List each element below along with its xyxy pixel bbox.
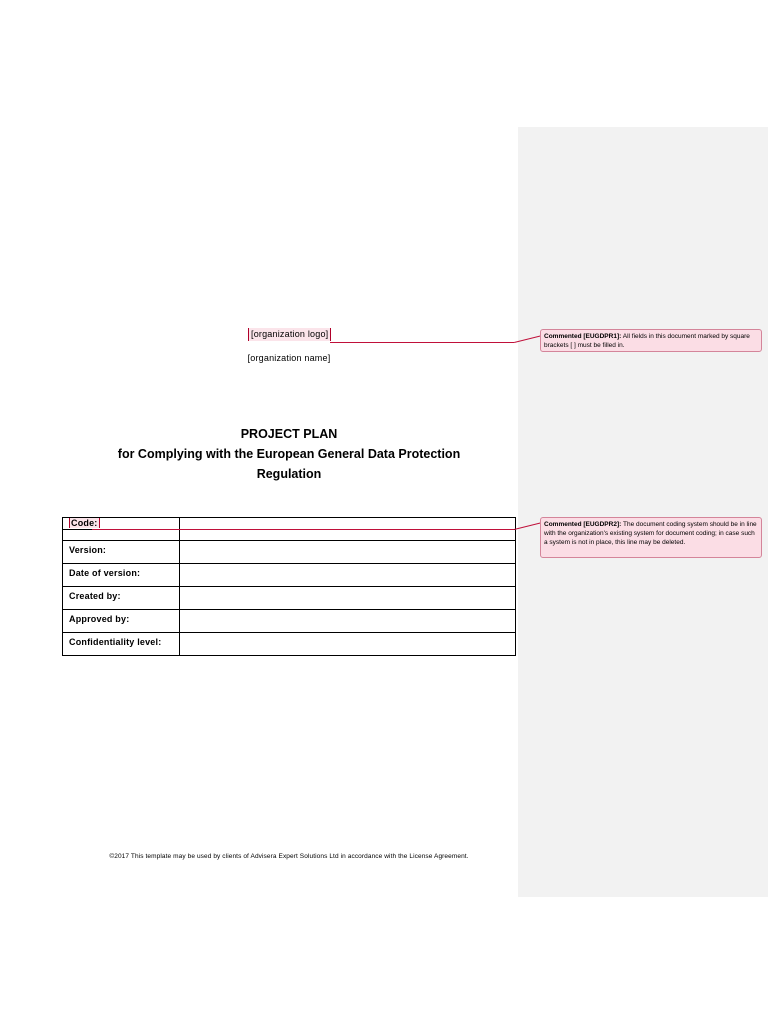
comment-1-connector <box>330 342 514 343</box>
table-row-approved-by <box>63 610 516 633</box>
approved-by-label: Approved by: <box>63 610 180 633</box>
title-line-3: Regulation <box>256 467 322 481</box>
code-sub-value-cell[interactable] <box>180 530 516 541</box>
table-row-version <box>63 541 516 564</box>
comment-eugdpr2-body: The document coding system should be in line with the organization's existing system for document coding; in case such a system is not in place, this line may be deleted. <box>544 521 757 546</box>
organization-logo-field[interactable]: [organization logo] <box>248 328 331 341</box>
code-label[interactable]: Code: <box>71 518 98 528</box>
table-row-confidentiality-level <box>63 633 516 656</box>
code-label-cell <box>63 518 180 530</box>
comment-2-connector <box>92 529 514 530</box>
confidentiality-level-label: Confidentiality level: <box>63 633 180 656</box>
document-metadata-table <box>62 517 516 656</box>
title-line-1: PROJECT PLAN <box>240 427 338 441</box>
code-sub-label-cell <box>63 530 180 541</box>
table-row-date-of-version <box>63 564 516 587</box>
comment-eugdpr1-header: Commented [EUGDPR1]: <box>544 333 622 340</box>
date-of-version-label: Date of version: <box>63 564 180 587</box>
version-value-cell[interactable] <box>180 541 516 564</box>
comment-eugdpr2[interactable] <box>540 517 762 558</box>
title-line-2: for Complying with the European General Data Protection <box>117 447 461 461</box>
code-value-cell[interactable] <box>180 518 516 530</box>
comment-eugdpr1-body: All fields in this document marked by square brackets [ ] must be filled in. <box>544 333 750 349</box>
approved-by-value-cell[interactable] <box>180 610 516 633</box>
confidentiality-level-value-cell[interactable] <box>180 633 516 656</box>
version-label: Version: <box>63 541 180 564</box>
organization-name-field[interactable]: [organization name] <box>247 353 331 363</box>
comment-eugdpr1[interactable] <box>540 329 762 352</box>
comment-eugdpr2-header: Commented [EUGDPR2]: <box>544 521 622 528</box>
created-by-value-cell[interactable] <box>180 587 516 610</box>
license-footer: ©2017 This template may be used by clients of Advisera Expert Solutions Ltd in accordance with the License Agreement. <box>109 853 469 860</box>
table-row-code-sub <box>63 530 516 541</box>
table-row-code <box>63 518 516 530</box>
table-row-created-by <box>63 587 516 610</box>
comment-pane <box>518 127 768 897</box>
document-title <box>60 424 518 484</box>
date-of-version-value-cell[interactable] <box>180 564 516 587</box>
created-by-label: Created by: <box>63 587 180 610</box>
